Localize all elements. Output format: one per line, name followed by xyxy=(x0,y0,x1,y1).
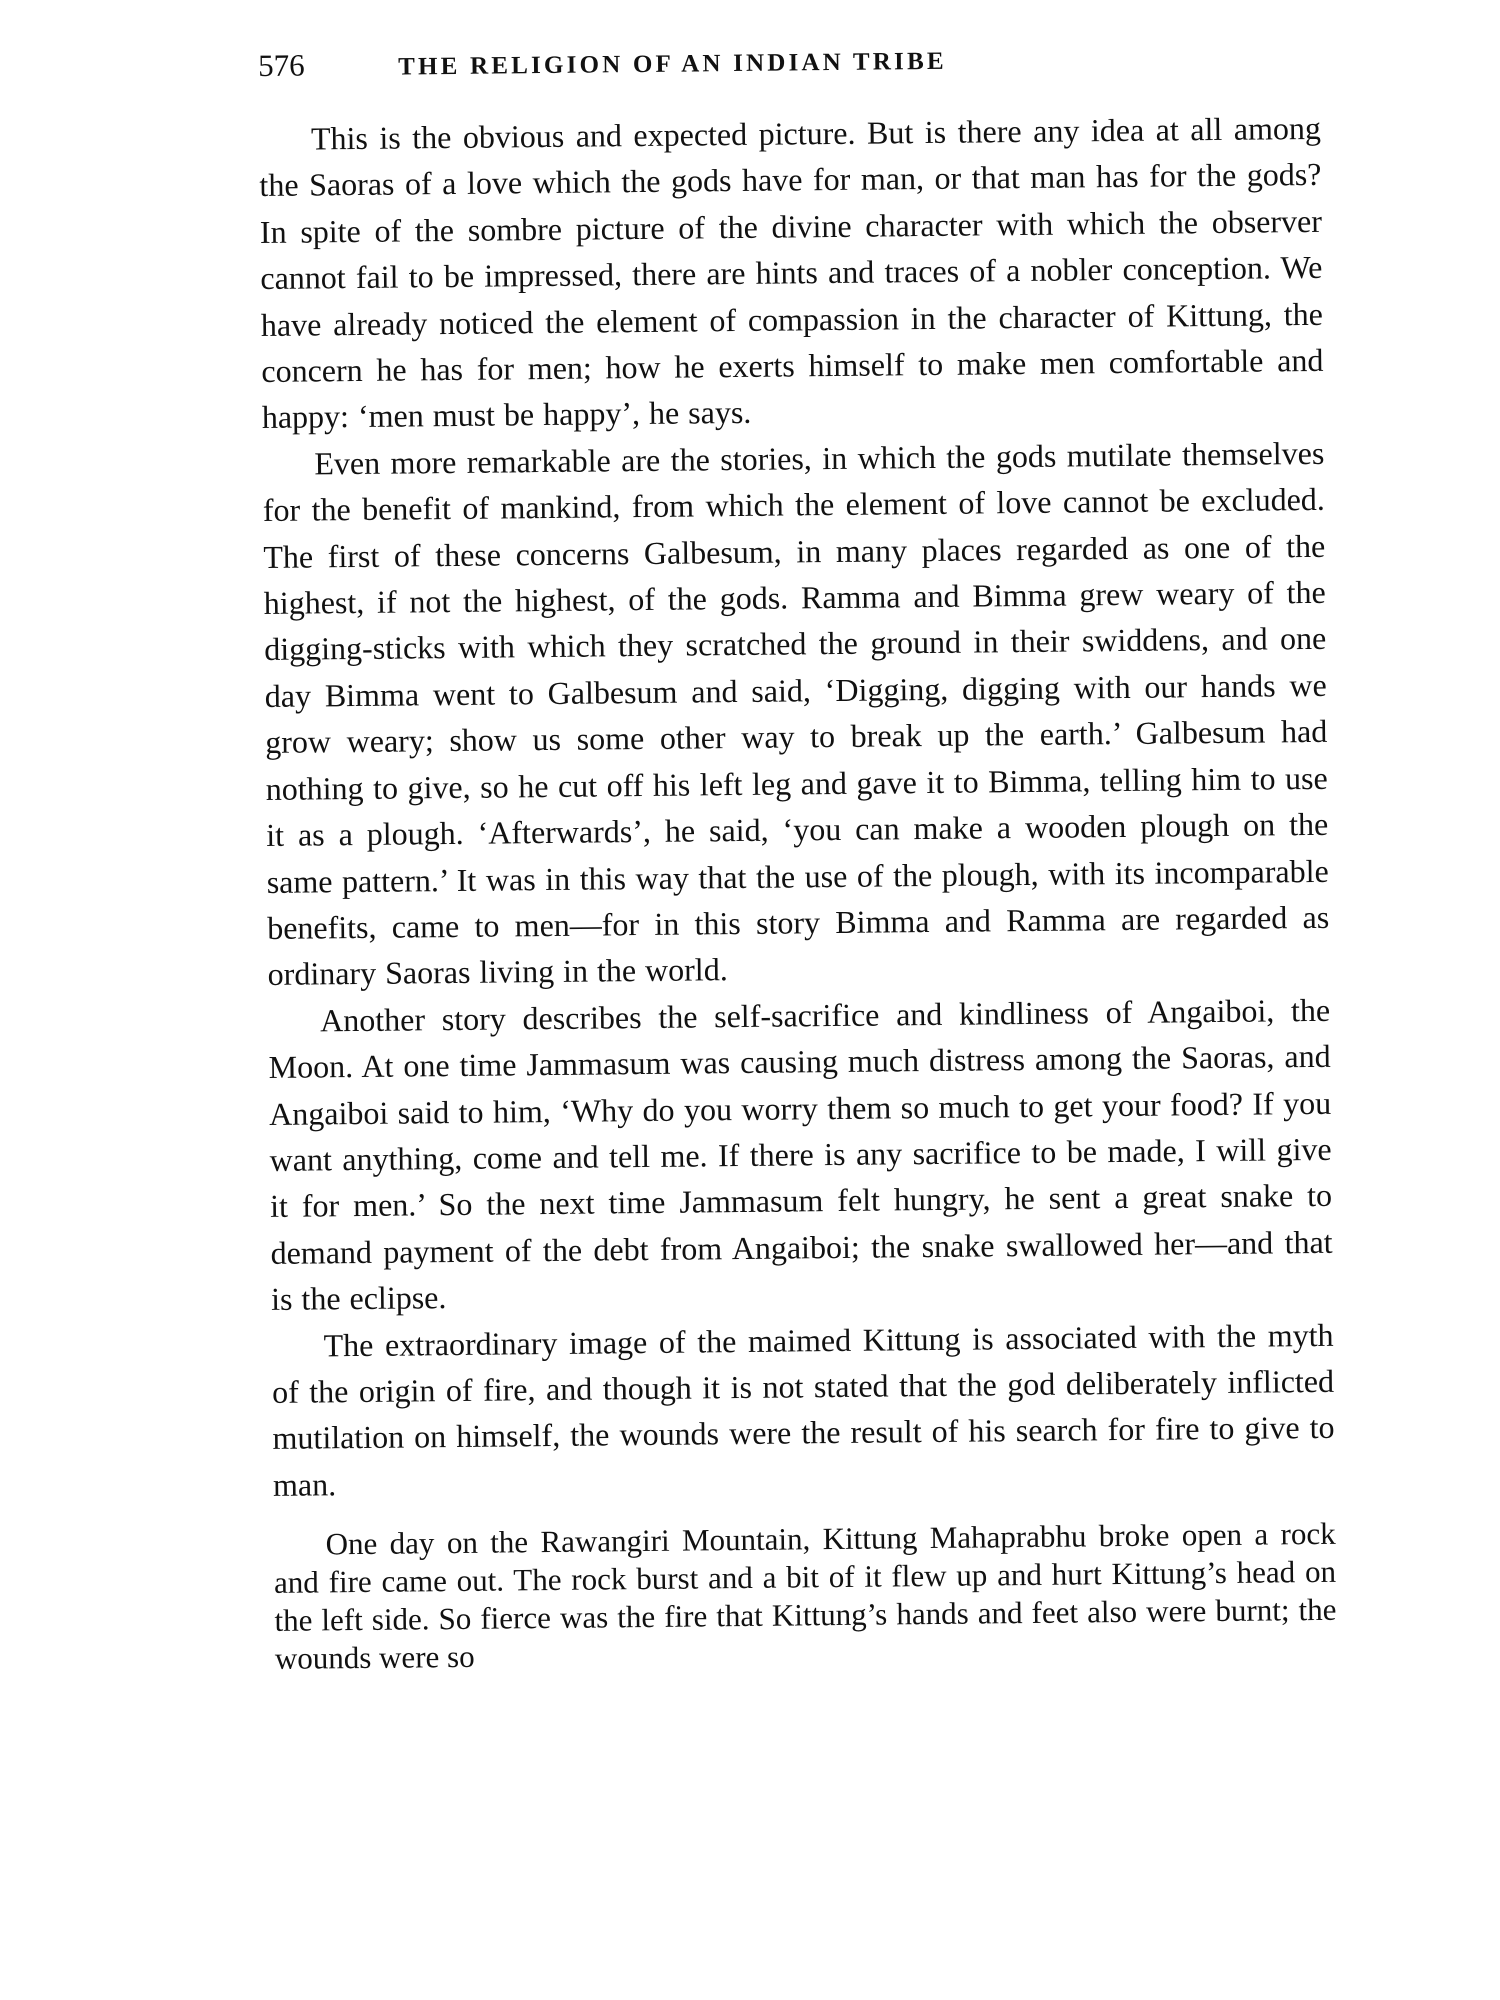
book-page xyxy=(258,37,1340,1968)
paragraph-2: Even more remarkable are the stories, in which the gods mutilate themselves for the benefit of mankind, from which the element of love cannot be excluded. The first of these concerns Galbesum, in many places regarded as one of the highest, if not the highest, of the gods. Ramma and Bimma grew weary of the digging-sticks with which they scratched the ground in their swiddens, and one day Bimma went to Galbesum and said, ‘Digging, digging with our hands we grow weary; show us some other way to break up the earth.’ Galbesum had nothing to give, so he cut off his left leg and gave it to Bimma, telling him to use it as a plough. ‘Afterwards’, he said, ‘you can make a wooden plough on the same pattern.’ It was in this way that the use of the plough, with its incomparable benefits, came to men—for in this story Bimma and Ramma are regarded as ordinary Saoras living in the world. xyxy=(262,434,1330,993)
running-title: THE RELIGION OF AN INDIAN TRIBE xyxy=(398,47,947,81)
page-header xyxy=(258,37,1321,108)
page-number: 576 xyxy=(258,47,305,83)
quoted-myth xyxy=(273,1515,1337,1678)
quoted-myth-text: One day on the Rawangiri Mountain, Kittung Mahaprabhu broke open a rock and fire came out. The rock burst and a bit of it flew up and hurt Kittung’s head on the left side. So fierce was the fire that Kittung’s hands and feet also were burnt; the wounds were so xyxy=(273,1515,1337,1677)
paragraph-1: This is the obvious and expected picture. But is there any idea at all among the Saoras of a love which the gods have for man, or that man has for the gods? In spite of the sombre picture of the divine character with which the observer cannot fail to be impressed, there are hints and traces of a nobler conception. We have already noticed the element of compassion in the character of Kittung, the concern he has for men; how he exerts himself to make men comfortable and happy: ‘men must be happy’, he says. xyxy=(259,109,1324,436)
paragraph-3: Another story describes the self-sacrifice and kindliness of Angaiboi, the Moon. At one time Jammasum was causing much distress among the Saoras, and Angaiboi said to him, ‘Why do you worry them so much to get your food? If you want anything, come and tell me. If there is any sacrifice to be made, I will give it for men.’ So the next time Jammasum felt hungry, he sent a great snake to demand payment of the debt from Angaiboi; the snake swallowed her—and that is the eclipse. xyxy=(268,991,1333,1318)
body-text xyxy=(259,105,1336,1508)
paragraph-4: The extraordinary image of the maimed Kittung is associated with the myth of the origin of fire, and though it is not stated that the god deliberately inflicted mutilation on himself, the wounds were the result of his search for fire to give to man. xyxy=(271,1316,1335,1503)
